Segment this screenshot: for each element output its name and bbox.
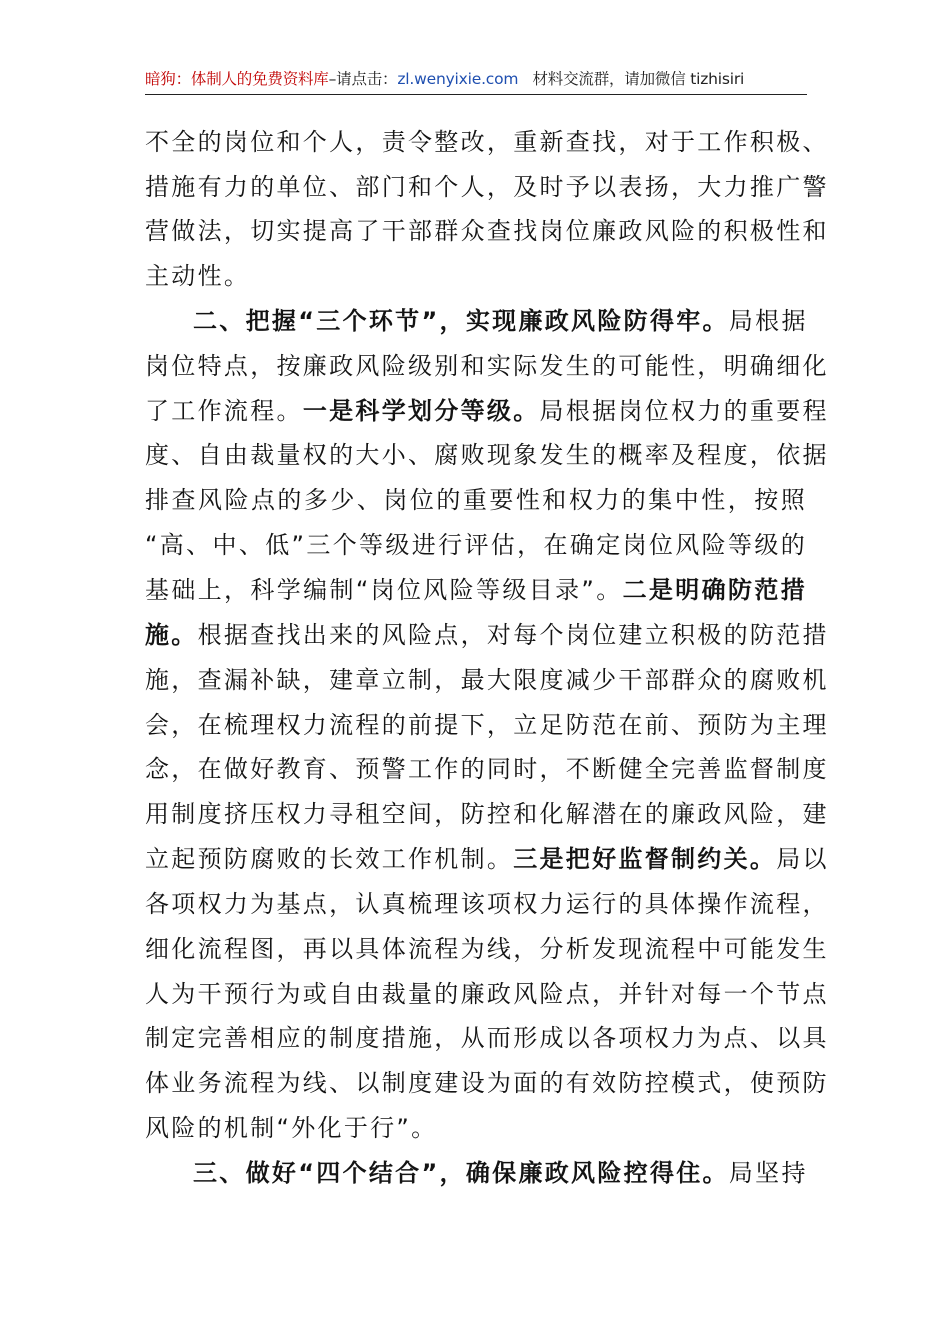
section-heading-2 [145,306,807,336]
body-line [145,396,829,426]
subheading-text: 二是明确防范措 [622,576,807,604]
subheading-text: 一是科学划分等级。 [302,397,540,425]
wechat-note [518,70,744,88]
body-text: 局坚持 [728,1159,808,1187]
subheading-text: 施。 [145,621,198,649]
body-line [145,575,807,605]
body-line: 制定完善相应的制度措施，从而形成以各项权力为点、以具 [145,1024,829,1052]
body-text: 局以 [776,845,829,873]
body-line [145,844,829,874]
click-prompt: –请点击： [328,70,398,88]
body-line: “高、中、低”三个等级进行评估，在确定岗位风险等级的 [145,531,807,559]
body-text: 基础上，科学编制“岗位风险等级目录”。 [145,576,623,604]
section-heading-3 [145,1158,807,1188]
site-name: 暗狗：体制人的免费资料库 [145,70,329,88]
subheading-text: 三是把好监督制约关。 [513,845,777,873]
body-text: 立起预防腐败的长效工作机制。 [145,845,514,873]
body-line: 用制度挤压权力寻租空间，防控和化解潜在的廉政风险，建 [145,800,829,828]
body-line: 岗位特点，按廉政风险级别和实际发生的可能性，明确细化 [145,352,829,380]
header-divider [145,94,807,95]
page-header [145,66,807,92]
body-line: 措施有力的单位、部门和个人，及时予以表扬，大力推广警 [145,173,829,201]
body-text: 了工作流程。 [145,397,303,425]
body-line: 念，在做好教育、预警工作的同时，不断健全完善监督制度 [145,755,829,783]
body-line: 人为干预行为或自由裁量的廉政风险点，并针对每一个节点 [145,980,829,1008]
body-text: 局根据 [728,307,808,335]
body-line: 不全的岗位和个人，责令整改，重新查找，对于工作积极、 [145,128,829,156]
body-line: 营做法，切实提高了干部群众查找岗位廉政风险的积极性和 [145,217,829,245]
wechat-note-text: 材料交流群，请加微信 tizhisiri [532,70,745,88]
body-text: 根据查找出来的风险点，对每个岗位建立积极的防范措 [197,621,829,649]
body-line: 会，在梳理权力流程的前提下，立足防范在前、预防为主理 [145,711,829,739]
body-line [145,620,829,650]
body-line: 各项权力为基点，认真梳理该项权力运行的具体操作流程， [145,890,829,918]
body-line: 风险的机制“外化于行”。 [145,1114,438,1142]
body-line: 细化流程图，再以具体流程为线，分析发现流程中可能发生 [145,935,829,963]
heading-text: 三、做好“四个结合”，确保廉政风险控得住。 [193,1159,729,1187]
body-line: 主动性。 [145,262,251,290]
body-line: 度、自由裁量权的大小、腐败现象发生的概率及程度，依据 [145,441,829,469]
body-line: 施，查漏补缺，建章立制，最大限度减少干部群众的腐败机 [145,666,829,694]
heading-text: 二、把握“三个环节”，实现廉政风险防得牢。 [193,307,729,335]
body-line: 排查风险点的多少、岗位的重要性和权力的集中性，按照 [145,486,807,514]
site-url-link[interactable]: zl.wenyixie.com [397,70,519,88]
body-text: 局根据岗位权力的重要程 [539,397,829,425]
body-line: 体业务流程为线、以制度建设为面的有效防控模式，使预防 [145,1069,829,1097]
